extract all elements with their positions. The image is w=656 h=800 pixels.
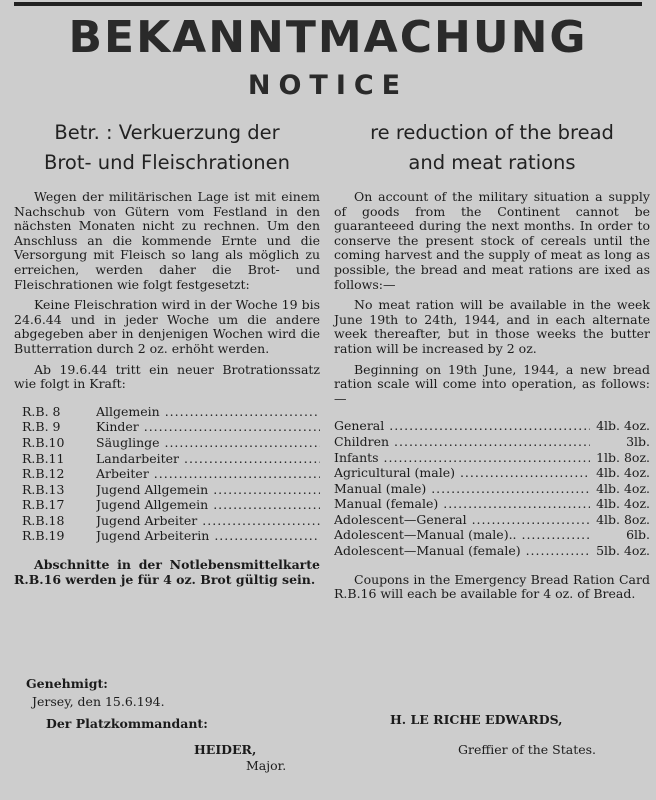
ration-name: Adolescent—Manual (female) ..... xyxy=(334,543,590,559)
place-date: Jersey, den 15.6.194. xyxy=(32,694,165,709)
notice-title: BEKANNTMACHUNG xyxy=(68,12,588,63)
heider-rank: Major. xyxy=(246,758,287,773)
german-column xyxy=(14,118,320,600)
ration-amount: 1lb. 8oz. xyxy=(590,450,650,466)
german-ration-row xyxy=(14,482,320,498)
english-ration-row xyxy=(334,450,650,466)
ration-code: R.B.18 xyxy=(22,512,65,528)
english-ration-row xyxy=(334,418,650,434)
ration-amount: 4lb. 8oz. xyxy=(590,512,650,528)
ration-amount: 3lb. xyxy=(590,434,650,450)
top-rule xyxy=(14,2,642,6)
german-paragraph-1: Wegen der militärischen Lage ist mit einem Nachschub von Gütern vom Festland in den nächsten Monaten nicht zu rechnen. Um den Anschluss an die kommende Ernte und die Versorgung mit Fleisch so lang als möglich zu erreichen, werden daher die Brot- und Fleischrationen wie folgt festgesetzt: xyxy=(14,189,320,292)
ration-name: General ..... xyxy=(334,418,590,434)
german-ration-row xyxy=(14,528,320,544)
english-ration-row xyxy=(334,512,650,528)
english-note: Coupons in the Emergency Bread Ration Card R.B.16 will each be available for 4 oz. of Bread. xyxy=(334,571,650,602)
ration-code: R.B.12 xyxy=(22,466,65,482)
german-ration-row xyxy=(14,466,320,482)
german-ration-row xyxy=(14,404,320,420)
ration-name: Manual (female) ..... xyxy=(334,496,590,512)
edwards-signature: H. LE RICHE EDWARDS, xyxy=(390,712,563,727)
ration-code: R.B.11 xyxy=(22,450,65,466)
english-ration-row xyxy=(334,496,650,512)
heider-signature: HEIDER, xyxy=(194,742,257,757)
english-paragraph-2: No meat ration will be available in the week June 19th to 24th, 1944, and in each alternate week thereafter, but in those weeks the butter ration will be increased by 2 oz. xyxy=(334,297,650,356)
english-heading-line2: and meat rations xyxy=(408,151,576,174)
english-heading-line1: re reduction of the bread xyxy=(370,121,614,144)
english-column xyxy=(334,118,650,614)
ration-code: R.B.17 xyxy=(22,497,65,513)
ration-name: Kinder ..... xyxy=(96,419,320,435)
german-ration-row xyxy=(14,435,320,451)
ration-name: Allgemein ..... xyxy=(96,404,320,420)
german-paragraph-3: Ab 19.6.44 tritt ein neuer Brotrationssatz wie folgt in Kraft: xyxy=(14,361,320,392)
ration-amount: 6lb. xyxy=(590,527,650,543)
ration-name: Jugend Allgemein ..... xyxy=(96,497,320,513)
german-heading-line1: Betr. : Verkuerzung der xyxy=(54,121,280,144)
english-paragraph-3: Beginning on 19th June, 1944, a new bread ration scale will come into operation, as follows:— xyxy=(334,361,650,406)
ration-code: R.B.10 xyxy=(22,434,65,450)
ration-amount: 4lb. 4oz. xyxy=(590,481,650,497)
ration-name: Jugend Arbeiter ..... xyxy=(96,513,320,529)
german-note: Abschnitte in der Notlebensmittelkarte R.B.16 werden je für 4 oz. Brot gültig sein. xyxy=(14,557,320,587)
ration-amount: 5lb. 4oz. xyxy=(590,543,650,559)
commandant-label: Der Platzkommandant: xyxy=(46,716,208,731)
ration-amount: 4lb. 4oz. xyxy=(590,418,650,434)
ration-amount: 4lb. 4oz. xyxy=(590,465,650,481)
german-paragraph-2: Keine Fleischration wird in der Woche 19 bis 24.6.44 und in jeder Woche um die andere abgegeben aber in denjenigen Wochen wird die Butterration durch 2 oz. erhöht werden. xyxy=(14,297,320,356)
english-ration-row xyxy=(334,481,650,497)
ration-name: Infants ..... xyxy=(334,450,590,466)
german-ration-list xyxy=(14,404,320,544)
english-ration-row xyxy=(334,527,650,543)
english-paragraph-1: On account of the military situation a supply of goods from the Continent cannot be guaranteeed during the next months. In order to conserve the present stock of cereals until the coming harvest and the supply of meat as long as possible, the bread and meat rations are ixed as follows:— xyxy=(334,189,650,292)
greffier-title: Greffier of the States. xyxy=(458,742,597,757)
english-ration-row xyxy=(334,465,650,481)
german-heading-line2: Brot- und Fleischrationen xyxy=(43,151,291,174)
english-ration-row xyxy=(334,434,650,450)
ration-name: Jugend Arbeiterin ..... xyxy=(96,528,320,544)
english-heading xyxy=(334,118,650,178)
notice-subtitle: NOTICE xyxy=(247,70,409,101)
ration-name: Manual (male) ..... xyxy=(334,481,590,497)
ration-name: Agricultural (male) ..... xyxy=(334,465,590,481)
english-ration-row xyxy=(334,543,650,559)
ration-name: Adolescent—General ..... xyxy=(334,512,590,528)
ration-code: R.B.13 xyxy=(22,481,65,497)
ration-name: Children ..... xyxy=(334,434,590,450)
ration-name: Säuglinge ..... xyxy=(96,435,320,451)
ration-name: Adolescent—Manual (male).. ..... xyxy=(334,527,590,543)
ration-code: R.B.19 xyxy=(22,528,65,544)
ration-name: Jugend Allgemein ..... xyxy=(96,482,320,498)
english-ration-list xyxy=(334,418,650,558)
german-ration-row xyxy=(14,513,320,529)
ration-name: Landarbeiter ..... xyxy=(96,451,320,467)
ration-code: R.B. 9 xyxy=(22,419,61,435)
approved-label: Genehmigt: xyxy=(26,676,108,691)
ration-amount: 4lb. 4oz. xyxy=(590,496,650,512)
german-ration-row xyxy=(14,497,320,513)
german-heading xyxy=(14,118,320,178)
ration-name: Arbeiter ..... xyxy=(96,466,320,482)
ration-code: R.B. 8 xyxy=(22,403,61,419)
german-ration-row xyxy=(14,419,320,435)
german-ration-row xyxy=(14,451,320,467)
